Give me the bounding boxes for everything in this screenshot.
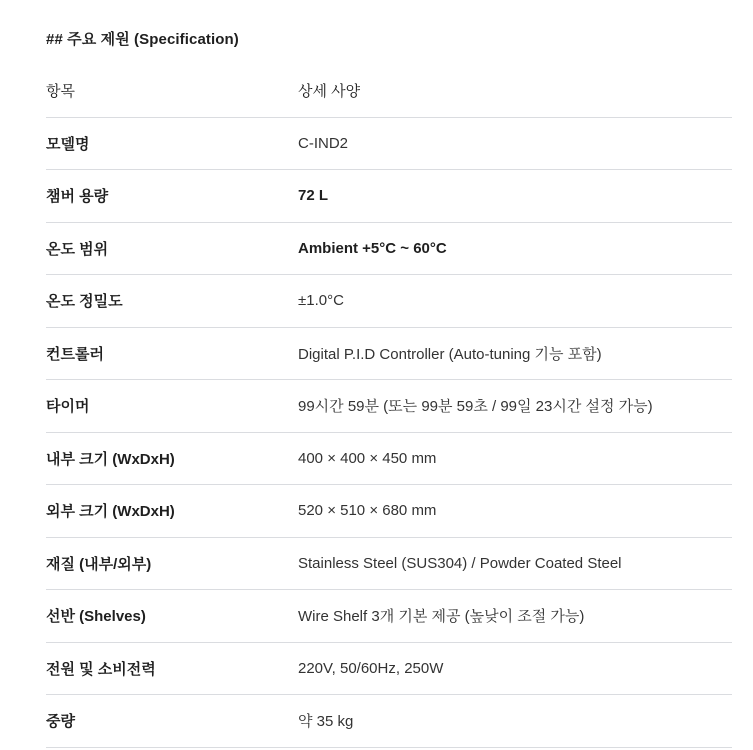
spec-item-label: 중량 — [46, 713, 75, 731]
spec-item-value: Ambient +5°C ~ 60°C — [298, 239, 447, 257]
table-row — [46, 327, 732, 380]
spec-item-label: 전원 및 소비전력 — [46, 660, 156, 678]
spec-item-label: 온도 범위 — [46, 240, 109, 258]
spec-item-label: 내부 크기 (WxDxH) — [46, 450, 175, 468]
spec-item-value: Wire Shelf 3개 기본 제공 (높낮이 조절 가능) — [298, 608, 585, 626]
spec-item-label: 컨트롤러 — [46, 345, 104, 363]
table-row — [46, 642, 732, 695]
spec-table-body — [46, 117, 732, 747]
spec-item-value: ±1.0°C — [298, 292, 344, 310]
spec-table — [46, 65, 732, 748]
spec-item-label: 타이머 — [46, 398, 90, 416]
section-heading: ## 주요 제원 (Specification) — [46, 31, 239, 48]
spec-item-label: 재질 (내부/외부) — [46, 555, 152, 573]
table-row — [46, 590, 732, 643]
header-detail: 상세 사양 — [298, 83, 361, 101]
table-row — [46, 117, 732, 170]
spec-item-value: 520 × 510 × 680 mm — [298, 502, 437, 520]
spec-item-label: 선반 (Shelves) — [46, 608, 146, 626]
table-row — [46, 432, 732, 485]
spec-item-value: Digital P.I.D Controller (Auto-tuning 기능 포함) — [298, 345, 602, 363]
spec-item-value: 220V, 50/60Hz, 250W — [298, 659, 444, 677]
spec-item-label: 모델명 — [46, 135, 90, 153]
spec-item-label: 외부 크기 (WxDxH) — [46, 503, 175, 521]
table-row — [46, 275, 732, 328]
table-header-row — [46, 65, 732, 117]
spec-item-label: 챔버 용량 — [46, 188, 109, 206]
table-row — [46, 485, 732, 538]
table-row — [46, 695, 732, 748]
table-row — [46, 537, 732, 590]
spec-item-value: Stainless Steel (SUS304) / Powder Coated Steel — [298, 554, 622, 572]
spec-item-value: 400 × 400 × 450 mm — [298, 449, 437, 467]
table-row — [46, 380, 732, 433]
spec-table-header — [46, 65, 732, 117]
table-row — [46, 170, 732, 223]
spec-item-value: 약 35 kg — [298, 713, 354, 731]
spec-item-label: 온도 정밀도 — [46, 293, 123, 311]
spec-item-value: 72 L — [298, 187, 329, 205]
header-item: 항목 — [46, 83, 75, 101]
spec-item-value: C-IND2 — [298, 134, 349, 152]
spec-item-value: 99시간 59분 (또는 99분 59초 / 99일 23시간 설정 가능) — [298, 398, 653, 416]
table-row — [46, 222, 732, 275]
